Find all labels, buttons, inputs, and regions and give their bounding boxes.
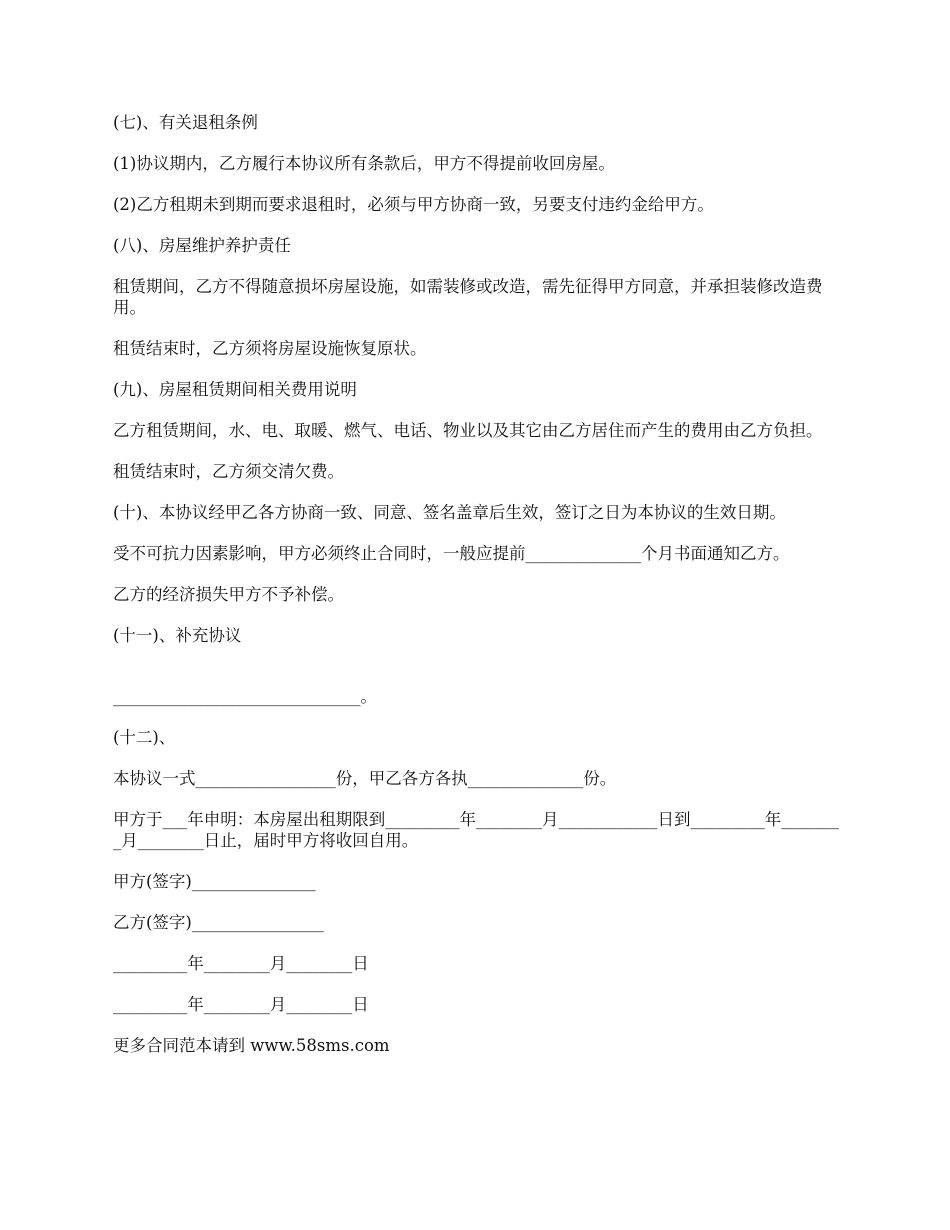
footer-link-text: 更多合同范本请到 www.58sms.com	[113, 1036, 390, 1055]
section-7-heading: (七)、有关退租条例	[113, 113, 258, 132]
section-8-heading: (八)、房屋维护养护责任	[113, 236, 291, 255]
clause-8-1: 租赁期间，乙方不得随意损坏房屋设施，如需装修或改造，需先征得甲方同意，并承担装修改造费用。	[113, 277, 823, 317]
date-line-1: _________年________月________日	[113, 954, 369, 973]
section-9-heading: (九)、房屋租赁期间相关费用说明	[113, 380, 357, 399]
party-a-signature: 甲方(签字)_______________	[113, 872, 316, 891]
clause-9-1: 乙方租赁期间，水、电、取暖、燃气、电话、物业以及其它由乙方居住而产生的费用由乙方负担。	[113, 421, 823, 440]
copies-clause: 本协议一式_________________份，甲乙各方各执______________份。	[113, 769, 617, 788]
clause-10-1: 受不可抗力因素影响，甲方必须终止合同时，一般应提前______________个月书面通知乙方。	[113, 544, 790, 563]
clause-9-2: 租赁结束时，乙方须交清欠费。	[113, 462, 344, 481]
date-line-2: _________年________月________日	[113, 995, 369, 1014]
clause-8-2: 租赁结束时，乙方须将房屋设施恢复原状。	[113, 339, 427, 358]
clause-7-1: (1)协议期内，乙方履行本协议所有条款后，甲方不得提前收回房屋。	[113, 154, 615, 173]
section-11-heading: (十一)、补充协议	[113, 626, 242, 645]
supplement-blank: ______________________________。	[113, 687, 377, 706]
section-10-heading: (十)、本协议经甲乙各方协商一致、同意、签名盖章后生效，签订之日为本协议的生效日期。	[113, 503, 786, 522]
contract-page	[113, 112, 843, 1076]
declaration-clause: 甲方于___年申明：本房屋出租期限到_________年________月____________日到_________年________月________日止，届时甲方将收回自用。	[113, 810, 839, 850]
party-b-signature: 乙方(签字)________________	[113, 913, 324, 932]
section-12-heading: (十二)、	[113, 728, 176, 747]
clause-10-2: 乙方的经济损失甲方不予补偿。	[113, 585, 344, 604]
clause-7-2: (2)乙方租期未到期而要求退租时，必须与甲方协商一致，另要支付违约金给甲方。	[113, 195, 714, 214]
